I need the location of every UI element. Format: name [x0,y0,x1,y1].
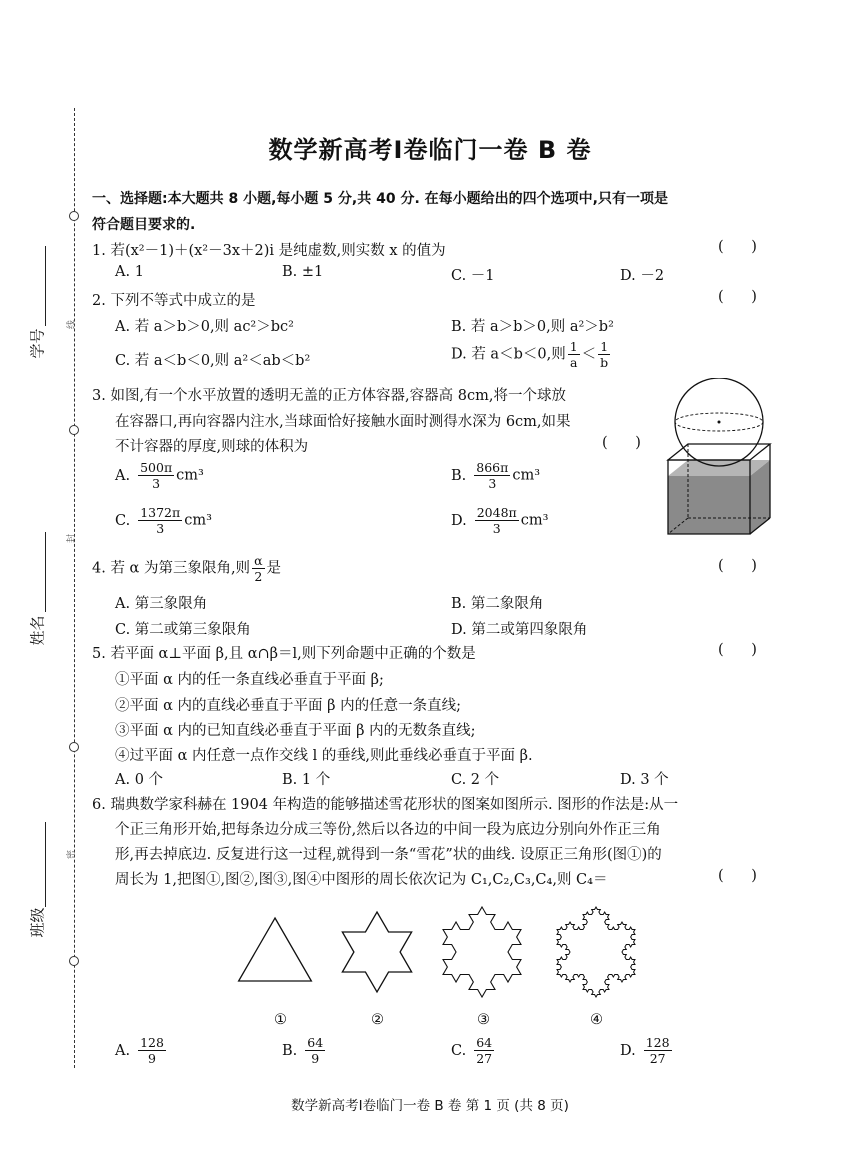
q4-stem: 4. 若 α 为第三象限角,则 $\frac{\alpha}{2}$ 是 [92,553,282,584]
q4-option-a[interactable]: A. 第三象限角 [115,596,208,612]
q2-stem: 2. 下列不等式中成立的是 [92,293,256,309]
name-label: 姓名 [28,615,47,646]
q6-line3: 形,再去掉底边. 反复进行这一过程,就得到一条“雪花”状的曲线. 设原正三角形(图①)的 [115,847,662,863]
q3-option-c[interactable]: C. $\frac{1372\pi}{3}$ cm³ [115,505,212,536]
q2-option-d[interactable]: D. 若 a＜b＜0,则 $\frac{1}{a}$ ＜ $\frac{1}{b}$ [451,339,609,370]
q5-statement-4: ④过平面 α 内任意一点作交线 l 的垂线,则此垂线必垂直于平面 β. [115,748,533,764]
name-blank[interactable] [45,532,46,612]
cut-mark-secret: 密 [67,849,78,860]
q3-option-d[interactable]: D. $\frac{2048\pi}{3}$ cm³ [451,505,549,536]
student-id-blank[interactable] [45,246,46,326]
q1-option-d[interactable]: D. －2 [620,268,665,284]
binding-hole [69,425,79,435]
q4-option-b[interactable]: B. 第二象限角 [451,596,544,612]
koch-snowflake-figures [235,900,675,1000]
figure-label-2: ② [371,1012,384,1028]
student-id-label: 学号 [28,328,47,359]
q6-option-d[interactable]: D. $\frac{128}{27}$ [620,1035,670,1066]
q5-statement-3: ③平面 α 内的已知直线必垂直于平面 β 内的无数条直线; [115,723,476,739]
figure-label-1: ① [274,1012,287,1028]
q6-line2: 个正三角形开始,把每条边分成三等份,然后以各边的中间一段为底边分别向外作正三角 [115,822,661,838]
sphere-in-cube-figure [660,378,775,538]
koch-figure-4 [557,907,635,997]
q1-stem: 1. 若(x²－1)＋(x²－3x＋2)i 是纯虚数,则实数 x 的值为 [92,243,446,259]
q1-option-a[interactable]: A. 1 [115,264,144,280]
q6-line4: 周长为 1,把图①,图②,图③,图④中图形的周长依次记为 C₁,C₂,C₃,C₄,则 C₄＝ [115,872,608,888]
binding-hole [69,211,79,221]
cut-mark-seal: 封 [67,533,78,544]
q6-option-b[interactable]: B. $\frac{64}{9}$ [282,1035,324,1066]
class-blank[interactable] [45,822,46,907]
koch-figure-1 [239,918,312,981]
q6-answer-paren[interactable]: ( ) [718,868,757,884]
page-footer: 数学新高考Ⅰ卷临门一卷 B 卷 第 1 页 (共 8 页) [291,1098,569,1114]
q5-option-a[interactable]: A. 0 个 [115,772,164,788]
q5-statement-1: ①平面 α 内的任一条直线必垂直于平面 β; [115,672,384,688]
binding-hole [69,956,79,966]
q2-option-b[interactable]: B. 若 a＞b＞0,则 a²＞b² [451,319,614,335]
cut-mark-line: 线 [67,319,78,330]
q6-option-a[interactable]: A. $\frac{128}{9}$ [115,1035,164,1066]
q4-option-c[interactable]: C. 第二或第三象限角 [115,622,251,638]
page-title: 数学新高考Ⅰ卷临门一卷 B 卷 [268,136,592,164]
section-header-line2: 符合题目要求的. [92,217,196,233]
q5-option-d[interactable]: D. 3 个 [620,772,669,788]
q3-option-a[interactable]: A. $\frac{500\pi}{3}$ cm³ [115,460,204,491]
q6-option-c[interactable]: C. $\frac{64}{27}$ [451,1035,493,1066]
binding-hole [69,742,79,752]
q1-answer-paren[interactable]: ( ) [718,239,757,255]
binding-dashed-line [74,108,75,1068]
figure-label-4: ④ [590,1012,603,1028]
q5-answer-paren[interactable]: ( ) [718,642,757,658]
q4-answer-paren[interactable]: ( ) [718,558,757,574]
koch-figure-2 [342,912,411,992]
class-label: 班级 [28,907,47,938]
q2-answer-paren[interactable]: ( ) [718,289,757,305]
figure-label-3: ③ [477,1012,490,1028]
q5-option-c[interactable]: C. 2 个 [451,772,500,788]
q1-option-b[interactable]: B. ±1 [282,264,324,280]
q5-statement-2: ②平面 α 内的直线必垂直于平面 β 内的任意一条直线; [115,698,461,714]
fraction: $\frac{1}{a}$ [569,339,578,370]
q6-line1: 6. 瑞典数学家科赫在 1904 年构造的能够描述雪花形状的图案如图所示. 图形的作法是:从一 [92,797,679,813]
fraction: $\frac{1}{b}$ [600,339,609,370]
q4-option-d[interactable]: D. 第二或第四象限角 [451,622,588,638]
q3-answer-paren[interactable]: ( ) [602,435,641,451]
q3-option-b[interactable]: B. $\frac{866\pi}{3}$ cm³ [451,460,541,491]
q2-option-a[interactable]: A. 若 a＞b＞0,则 ac²＞bc² [115,319,294,335]
q3-line1: 3. 如图,有一个水平放置的透明无盖的正方体容器,容器高 8cm,将一个球放 [92,388,566,404]
q3-line2: 在容器口,再向容器内注水,当球面恰好接触水面时测得水深为 6cm,如果 [115,414,571,430]
q3-line3: 不计容器的厚度,则球的体积为 [115,439,309,455]
q5-stem: 5. 若平面 α⊥平面 β,且 α∩β＝l,则下列命题中正确的个数是 [92,646,476,662]
q1-option-c[interactable]: C. －1 [451,268,495,284]
section-header-line1: 一、选择题:本大题共 8 小题,每小题 5 分,共 40 分. 在每小题给出的四个选项中,只有一项是 [92,191,668,207]
q5-option-b[interactable]: B. 1 个 [282,772,331,788]
koch-figure-3 [443,907,521,997]
q2-option-c[interactable]: C. 若 a＜b＜0,则 a²＜ab＜b² [115,353,311,369]
q2-option-d-prefix: D. 若 a＜b＜0,则 [451,346,566,363]
